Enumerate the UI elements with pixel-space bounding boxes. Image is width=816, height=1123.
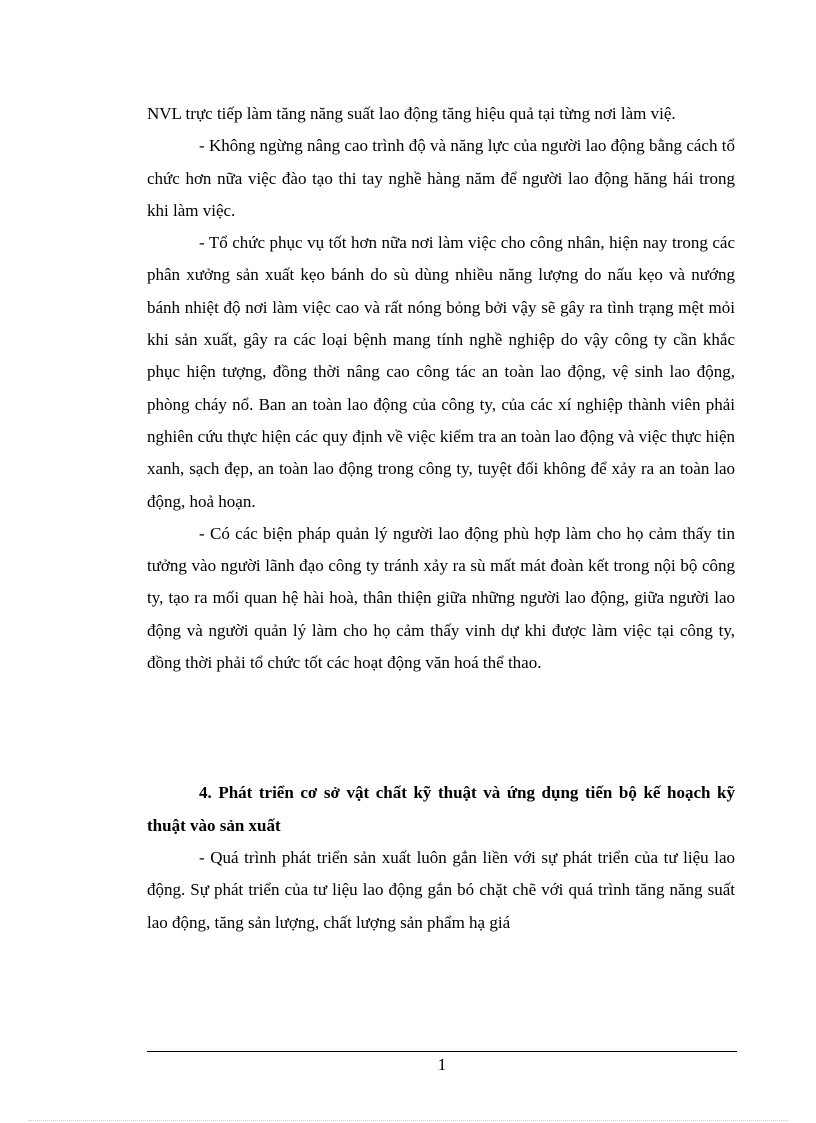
paragraph-3: - Tổ chức phục vụ tốt hơn nữa nơi làm việc cho công nhân, hiện nay trong các phân xưởng sản xuất kẹo bánh do sù dùng nhiều năng lượng do nấu kẹo và nướng bánh nhiệt độ nơi làm việc cao và rất nóng bỏng bởi vậy sẽ gây ra tình trạng mệt mỏi khi sản xuất, gây ra các loại bệnh mang tính nghề nghiệp do vậy công ty cần khắc phục hiện tượng, đồng thời nâng cao công tác an toàn lao động, vệ sinh lao động, phòng cháy nổ. Ban an toàn lao động của công ty, của các xí nghiệp thành viên phải nghiên cứu thực hiện các quy định về việc kiểm tra an toàn lao động và việc thực hiện xanh, sạch đẹp, an toàn lao động trong công ty, tuyệt đối không để xảy ra an toàn lao động, hoả hoạn.: [147, 233, 735, 511]
footer-divider: [147, 1051, 737, 1052]
body-text: [147, 98, 735, 939]
paragraph-4: - Có các biện pháp quản lý người lao động phù hợp làm cho họ cảm thấy tin tưởng vào người lãnh đạo công ty tránh xảy ra sù mất mát đoàn kết trong nội bộ công ty, tạo ra mối quan hệ hài hoà, thân thiện giữa những người lao động, giữa người lao động và người quản lý làm cho họ cảm thấy vinh dự khi được làm việc tại công ty, đồng thời phải tổ chức tốt các hoạt động văn hoá thể thao.: [147, 523, 735, 673]
section-spacer: [147, 679, 735, 777]
section-heading: 4. Phát triển cơ sở vật chất kỹ thuật và ứng dụng tiến bộ kế hoạch kỹ thuật vào sản xuất: [147, 783, 735, 835]
paragraph-2: - Không ngừng nâng cao trình độ và năng lực của người lao động bằng cách tổ chức hơn nữa việc đào tạo thi tay nghề hàng năm để người lao động hăng hái trong khi làm việc.: [147, 136, 735, 220]
page-number: 1: [437, 1055, 447, 1074]
page-edge-divider: [28, 1120, 788, 1121]
paragraph-1: NVL trực tiếp làm tăng năng suất lao động tăng hiệu quả tại từng nơi làm việ.: [147, 104, 676, 123]
paragraph-5: - Quá trình phát triển sản xuất luôn gắn liền với sự phát triển của tư liệu lao động. Sự phát triển của tư liệu lao động gắn bó chặt chẽ với quá trình tăng năng suất lao động, tăng sản lượng, chất lượng sản phẩm hạ giá: [147, 847, 735, 932]
